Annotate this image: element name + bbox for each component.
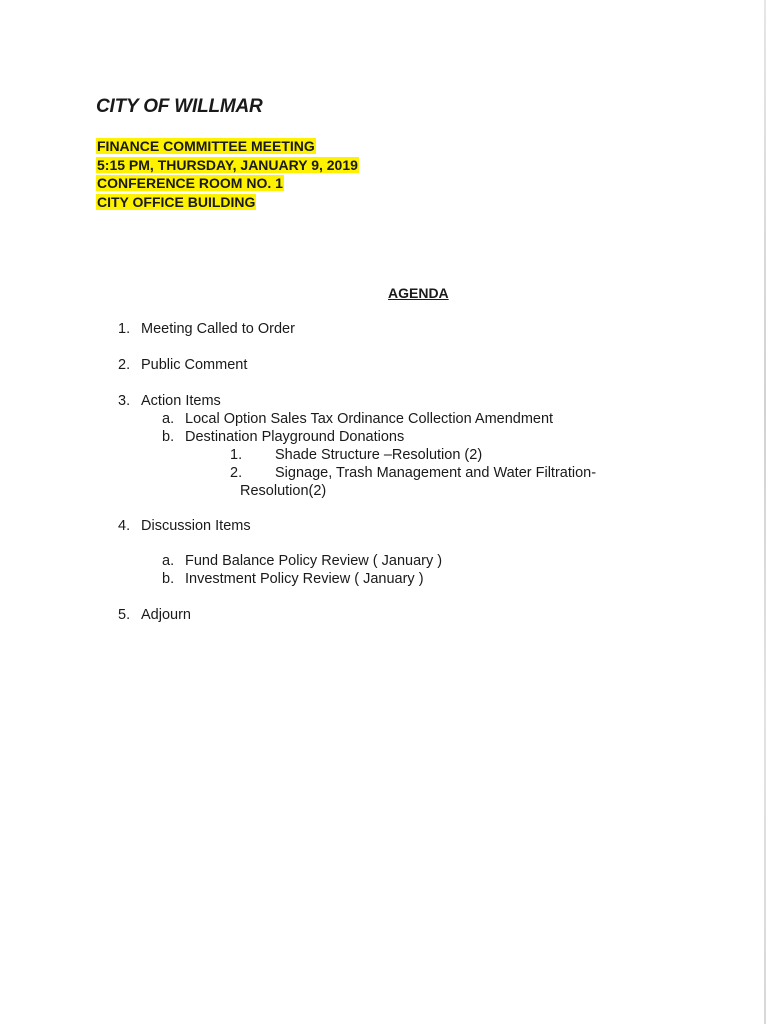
subsubitem-label: Signage, Trash Management and Water Filtration- xyxy=(275,465,597,481)
subitem-label: Fund Balance Policy Review ( January ) xyxy=(185,553,443,569)
subsubitem-label: Shade Structure –Resolution (2) xyxy=(275,447,483,463)
agenda-subitem-4a xyxy=(162,552,442,570)
agenda-item-label: Discussion Items xyxy=(141,518,251,534)
agenda-item-number: 4. xyxy=(118,518,131,534)
agenda-item-2 xyxy=(118,356,247,374)
subitem-letter: a. xyxy=(162,411,175,427)
header-meeting-building: CITY OFFICE BUILDING xyxy=(97,193,256,210)
agenda-item-number: 1. xyxy=(118,321,131,337)
header-meeting-room: CONFERENCE ROOM NO. 1 xyxy=(97,175,283,191)
subsubitem-number: 1. xyxy=(230,447,243,463)
agenda-item-4 xyxy=(118,517,251,535)
subitem-letter: a. xyxy=(162,553,175,569)
header-line xyxy=(96,156,359,175)
agenda-item-5 xyxy=(118,606,191,624)
agenda-subitem-3b xyxy=(162,428,404,446)
subitem-letter: b. xyxy=(162,571,175,587)
subitem-letter: b. xyxy=(162,429,175,445)
meeting-header xyxy=(96,137,359,211)
subitem-label: Investment Policy Review ( January ) xyxy=(185,571,424,587)
city-title: CITY OF WILLMAR xyxy=(96,96,263,117)
agenda-heading: AGENDA xyxy=(388,285,449,301)
agenda-item-label: Action Items xyxy=(141,393,221,409)
subitem-label: Local Option Sales Tax Ordinance Collection Amendment xyxy=(185,411,554,427)
agenda-item-label: Adjourn xyxy=(141,607,191,623)
subitem-label: Destination Playground Donations xyxy=(185,429,405,445)
header-line xyxy=(96,137,316,156)
agenda-item-1 xyxy=(118,320,295,338)
agenda-subsubitem-3b2-continuation: Resolution(2) xyxy=(240,483,327,499)
subsubitem-number: 2. xyxy=(230,465,243,481)
header-meeting-time: 5:15 PM, THURSDAY, JANUARY 9, 2019 xyxy=(97,156,358,173)
header-line xyxy=(96,193,256,212)
agenda-subitem-3a xyxy=(162,410,553,428)
scan-edge-line xyxy=(764,0,766,1024)
agenda-subsubitem-3b2 xyxy=(230,464,596,482)
agenda-subitem-4b xyxy=(162,570,424,588)
agenda-item-number: 2. xyxy=(118,357,131,373)
agenda-item-label: Meeting Called to Order xyxy=(141,321,295,337)
agenda-item-3 xyxy=(118,392,221,410)
agenda-subsubitem-3b1 xyxy=(230,446,482,464)
agenda-item-number: 5. xyxy=(118,607,131,623)
header-line xyxy=(96,174,284,193)
agenda-item-label: Public Comment xyxy=(141,357,248,373)
agenda-item-number: 3. xyxy=(118,393,131,409)
header-meeting-name: FINANCE COMMITTEE MEETING xyxy=(97,138,315,154)
